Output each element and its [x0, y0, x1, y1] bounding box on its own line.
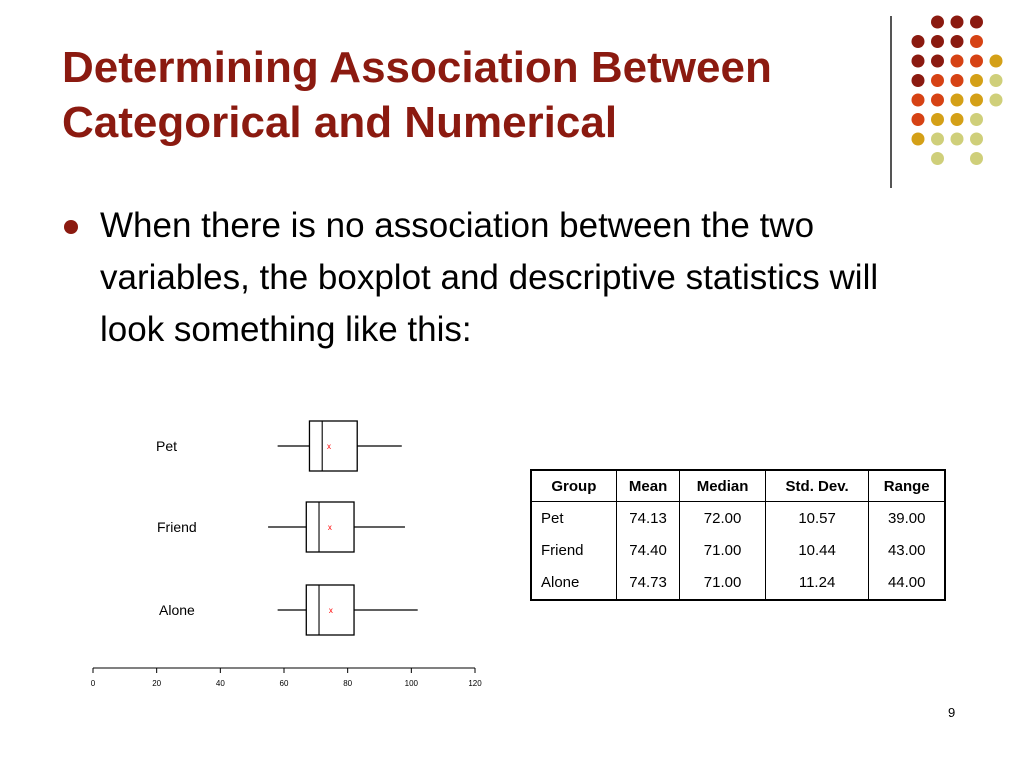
decorative-dot — [970, 133, 983, 146]
decorative-dot — [912, 55, 925, 68]
category-label: Pet — [156, 438, 178, 454]
box — [309, 421, 357, 471]
boxplot-series — [159, 585, 418, 635]
stats-cell: Alone — [532, 567, 616, 599]
stats-cell: 71.00 — [680, 567, 765, 599]
x-tick-label: 60 — [279, 679, 289, 688]
decorative-dot — [912, 94, 925, 107]
decorative-dot — [931, 74, 944, 87]
mean-marker: x — [326, 442, 331, 451]
descriptive-stats-table — [530, 469, 946, 601]
decorative-dot — [931, 94, 944, 107]
stats-cell: 74.73 — [616, 567, 680, 599]
stats-row — [532, 534, 944, 566]
stats-header-cell: Median — [680, 471, 765, 502]
stats-cell: 44.00 — [887, 574, 926, 592]
decorative-dot — [990, 94, 1003, 107]
stats-header-cell: Group — [532, 471, 616, 502]
stats-cell: 74.40 — [616, 534, 680, 566]
decorative-dot — [951, 94, 964, 107]
slide-title-line-2: Categorical and Numerical — [62, 98, 618, 147]
stats-cell: 43.00 — [887, 541, 926, 559]
decorative-dot — [931, 133, 944, 146]
x-tick-label: 0 — [90, 679, 96, 688]
stats-cell: 74.13 — [616, 502, 680, 535]
boxplot-series — [157, 502, 405, 552]
page-number: 9 — [948, 705, 956, 720]
x-tick-label: 80 — [343, 679, 353, 688]
stats-cell: 39.00 — [887, 509, 926, 527]
boxplot-series — [156, 421, 402, 471]
stats-cell: 11.24 — [765, 567, 869, 599]
decorative-dot — [931, 35, 944, 48]
category-label: Friend — [157, 519, 197, 535]
decorative-dot — [931, 152, 944, 165]
decorative-dot — [970, 152, 983, 165]
slide-title-line-1: Determining Association Between — [62, 43, 772, 92]
decorative-dot — [990, 74, 1003, 87]
decorative-dot — [970, 74, 983, 87]
decorative-dot — [951, 74, 964, 87]
decorative-dot — [912, 133, 925, 146]
stats-cell: 10.57 — [765, 502, 869, 535]
decorative-dot — [951, 16, 964, 29]
decorative-dot — [912, 35, 925, 48]
x-tick-label: 40 — [215, 679, 225, 688]
stats-header-cell: Std. Dev. — [765, 471, 869, 502]
decorative-dot — [931, 55, 944, 68]
decorative-dot — [970, 35, 983, 48]
category-label: Alone — [159, 602, 195, 618]
stats-header-cell: Range — [869, 471, 944, 502]
decorative-dot — [970, 55, 983, 68]
stats-cell: 10.44 — [765, 534, 869, 566]
decorative-dot — [951, 35, 964, 48]
x-tick-label: 120 — [468, 679, 482, 688]
mean-marker: x — [327, 523, 332, 532]
x-tick-label: 20 — [152, 679, 162, 688]
decorative-dot — [970, 94, 983, 107]
decorative-dot — [912, 74, 925, 87]
bullet-text: When there is no association between the two variables, the boxplot and descriptive statistics will look something like this: — [100, 206, 879, 349]
decorative-dot — [931, 16, 944, 29]
decorative-dot — [951, 55, 964, 68]
decorative-dot — [990, 55, 1003, 68]
stats-row — [532, 502, 944, 535]
x-tick-label: 100 — [404, 679, 419, 688]
stats-header-cell: Mean — [616, 471, 680, 502]
stats-cell: Friend — [532, 534, 616, 566]
decorative-dot-pattern — [900, 12, 1024, 172]
stats-cell: 71.00 — [680, 534, 765, 566]
decorative-dot — [912, 113, 925, 126]
title-divider — [890, 16, 892, 188]
stats-row — [532, 567, 944, 599]
stats-header-row — [532, 471, 944, 502]
decorative-dot — [931, 113, 944, 126]
stats-cell: Pet — [532, 502, 616, 535]
decorative-dot — [970, 16, 983, 29]
stats-cell: 72.00 — [680, 502, 765, 535]
mean-marker: x — [328, 606, 333, 615]
decorative-dot — [951, 133, 964, 146]
decorative-dot — [970, 113, 983, 126]
decorative-dot — [951, 113, 964, 126]
